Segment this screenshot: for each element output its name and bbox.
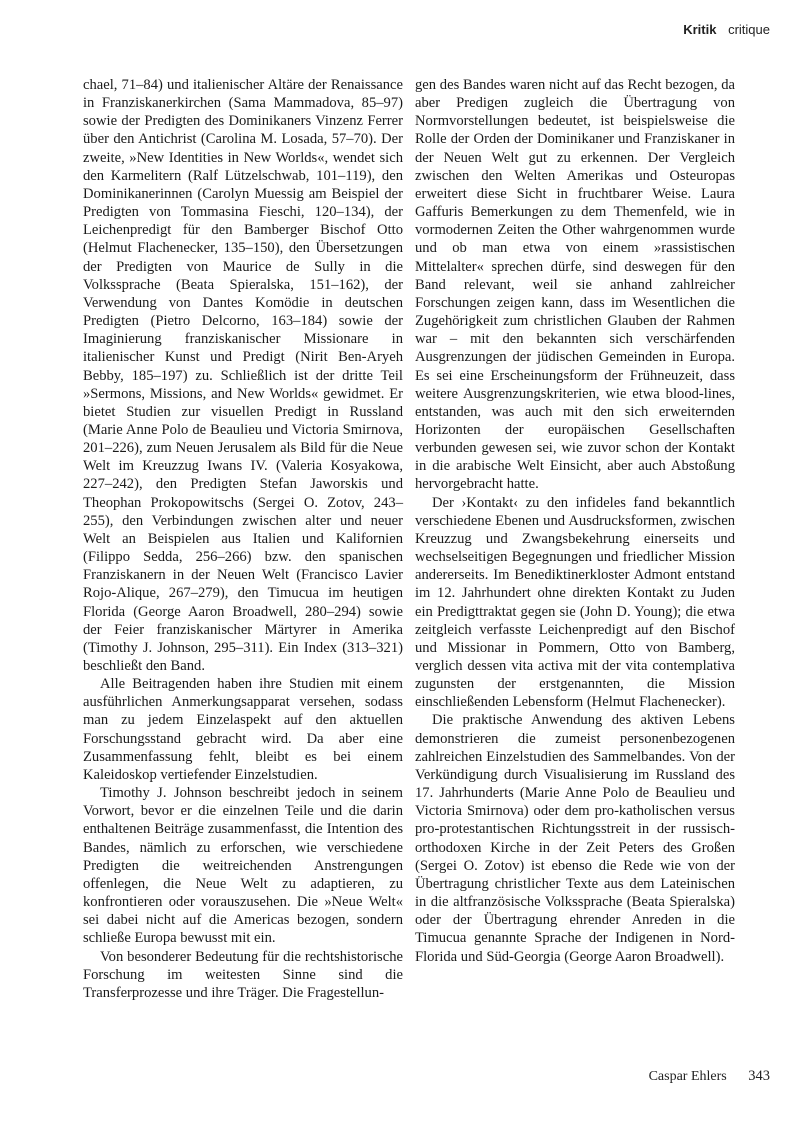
paragraph: Der ›Kontakt‹ zu den infideles fand bekanntlich verschiedene Ebenen und Ausdrucksformen, zwischen Kreuzzug und Zwangsbekehrung einerseits und wechselseitigen Begegnungen und friedlicher Mission andererseits. Im Benediktinerkloster Admont entstand im 12. Jahrhundert ohne direkten Kontakt zu Juden ein Predigttraktat gegen sie (John D. Young); die etwa zeitgleich verfasste Leichenpredigt auf den Bischof und Missionar in Pommern, Otto von Bamberg, verglich dessen vita activa mit der vita contemplativa zugunsten der erstgenannten, die Mission einschließenden Lebensform (Helmut Flachenecker). [415, 494, 735, 711]
author-name: Caspar Ehlers [648, 1069, 727, 1084]
paragraph: Die praktische Anwendung des aktiven Lebens demonstrieren die zumeist personenbezogenen zahlreichen Einzelstudien des Sammelbandes. Von der Verkündigung durch Visualisierung im Russland des 17. Jahrhunderts (Marie Anne Polo de Beaulieu und Victoria Smirnova) oder dem pro-katholischen versus pro-protestantischen Richtungsstreit in der russisch-orthodoxen Kirche in der Zeit Peters des Großen (Sergei O. Zotov) ist ebenso die Rede wie von der Übertragung christlicher Texte aus dem Lateinischen in die altfranzösische Volkssprache (Beata Spieralska) oder der Übertragung ehrender Anreden in die Timucua genannte Sprache der Indigenen in Nord-Florida und Süd-Georgia (George Aaron Broadwell). [415, 712, 735, 965]
paragraph: chael, 71–84) und italienischer Altäre der Renaissance in Franziskanerkirchen (Sama Mammadova, 85–97) sowie der Predigten des Dominikaners Vinzenz Ferrer über den Antichrist (Carolina M. Losada, 57–70). Der zweite, »New Identities in New Worlds«, wendet sich den Karmelitern (Ralf Lützelschwab, 101–119), den Dominikanerinnen (Carolyn Muessig am Beispiel der Predigten von Tommasina Fieschi, 120–134), der Leichenpredigt für den Bamberger Bischof Otto (Helmut Flachenecker, 135–150), den Übersetzungen der Predigten von Maurice de Sully in die Volkssprache (Beata Spieralska, 151–162), der Verwendung von Dantes Komödie in deutschen Predigten (Pietro Delcorno, 163–184) sowie der Imaginierung franziskanischer Missionare in italienischer Kunst und Predigt (Nirit Ben-Aryeh Bebby, 185–197) zu. Schließlich ist der dritte Teil »Sermons, Missions, and New Worlds« gewidmet. Er bietet Studien zur visuellen Predigt in Russland (Marie Anne Polo de Beaulieu und Victoria Smirnova, 201–226), zum Neuen Jerusalem als Bild für die Neue Welt im Kreuzzug Iwans IV. (Valeria Kosyakowa, 227–242), den Predigten Stefan Jaworskis und Theophan Prokopowitschs (Sergei O. Zotov, 243–255), den Verbindungen zwischen alter und neuer Welt an Beispielen aus Italien und Kalifornien (Filippo Sedda, 256–266) bzw. den spanischen Franziskanern in der Neuen Welt (Francisco Lavier Rojo-Alique, 267–279), den Timucua im heutigen Florida (George Aaron Broadwell, 280–294) sowie der Feier franziskanischer Märtyrer in Amerika (Timothy J. Johnson, 295–311). Ein Index (313–321) beschließt den Band. [83, 77, 403, 674]
paragraph: Von besonderer Bedeutung für die rechtshistorische Forschung im weitesten Sinne sind die Transferprozesse und ihre Träger. Die Fragestellun- [83, 948, 403, 1001]
running-header [683, 22, 770, 37]
left-column [83, 76, 403, 1002]
page-number: 343 [748, 1068, 770, 1084]
right-column [415, 76, 735, 966]
subsection-label: critique [728, 22, 770, 37]
page-footer [649, 1068, 770, 1085]
paragraph: Timothy J. Johnson beschreibt jedoch in seinem Vorwort, bevor er die einzelnen Teile und die darin enthaltenen Beiträge zusammenfasst, die Intention des Bandes, nämlich zu erforschen, wie verschiedene Predigten die weitreichenden Anstrengungen offenlegen, die Neue Welt zu adaptieren, zu konfrontieren oder vorauszusehen. Die »Neue Welt« sei dabei nicht auf die Americas bezogen, sondern schließe Europa bewusst mit ein. [83, 785, 403, 947]
paragraph: Alle Beitragenden haben ihre Studien mit einem ausführlichen Anmerkungsapparat versehen, sodass man zu jedem Einzelaspekt auf den aktuellen Forschungsstand gebracht wird. Da aber eine Zusammenfassung fehlt, bleibt es bei einem Kaleidoskop vertiefender Einzelstudien. [83, 676, 403, 783]
paragraph: gen des Bandes waren nicht auf das Recht bezogen, da aber Predigen zugleich die Übertragung von Normvorstellungen bedeutet, ist beispielsweise die Rolle der Orden der Dominikaner und Franziskaner in der Neuen Welt gut zu erkennen. Der Vergleich zwischen den Welten Amerikas und Osteuropas erweitert diese Sicht in fruchtbarer Weise. Laura Gaffuris Bemerkungen zu dem Themenfeld, wie in vormodernen Zeiten the Other wahrgenommen wurde und ob man etwa von einem »rassistischen Mittelalter« sprechen dürfe, sind deswegen für den Band relevant, weil sie anhand zahlreicher Forschungen zeigen kann, dass im Wesentlichen die Zugehörigkeit zum christlichen Glauben der Rahmen war – mit den bekannten sich verschärfenden Ausgrenzungen der jüdischen Gemeinden in Europa. Es sei eine Erscheinungsform der Frühneuzeit, dass weitere Ausgrenzungskriterien, wie etwa blood-lines, entstanden, was auch mit den sich erweiternden Horizonten der europäischen Gesellschaften verbunden gewesen sei, wie zuvor schon der Kontakt in die arabische Welt Einsicht, aber auch Abstoßung hervorgebracht hatte. [415, 77, 735, 493]
section-label: Kritik [683, 22, 717, 37]
